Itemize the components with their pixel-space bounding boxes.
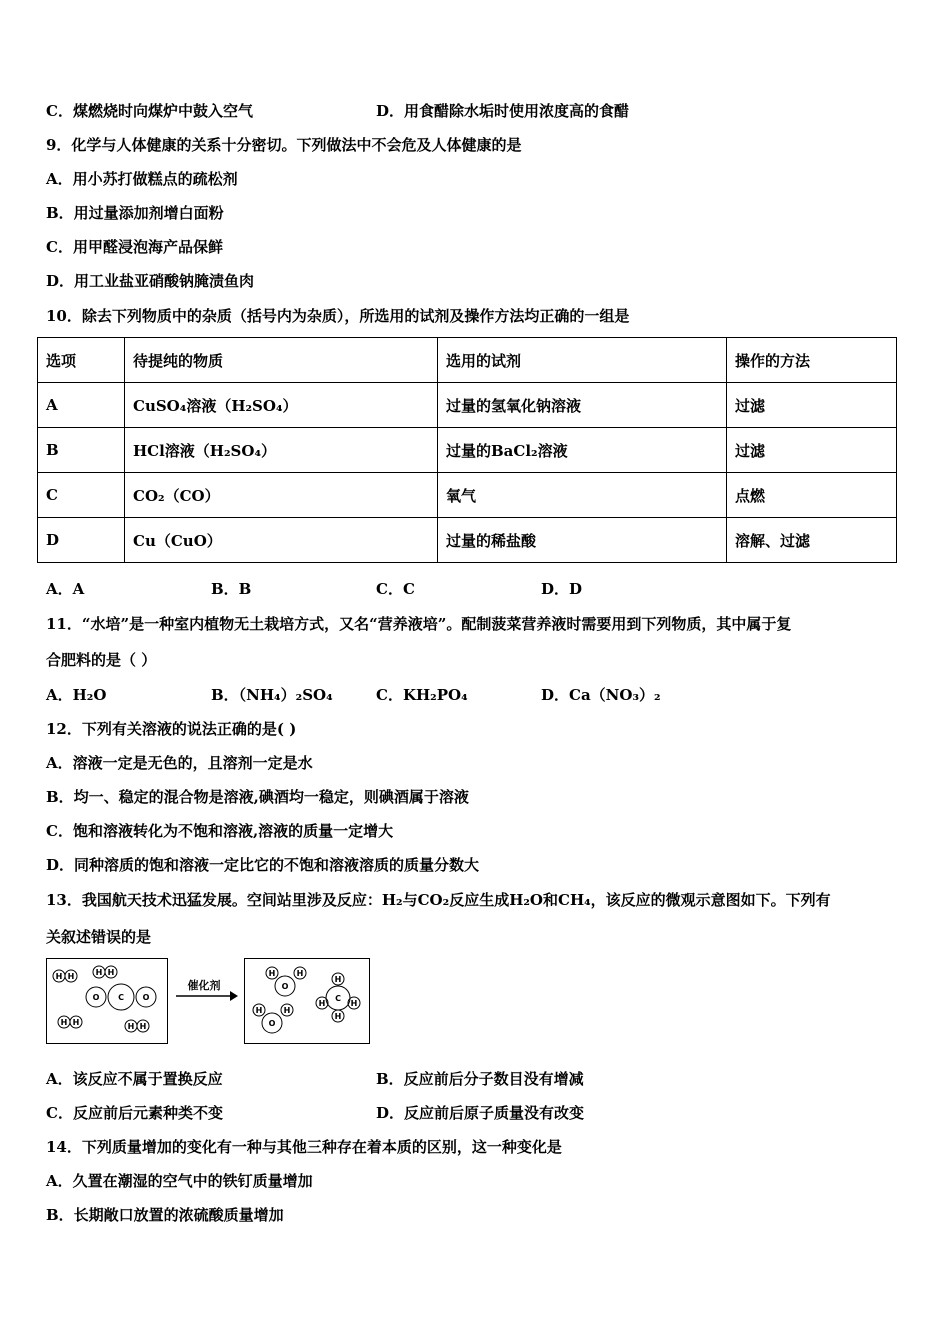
method-cell: 点燃 xyxy=(727,473,897,518)
q14-option-a: A．久置在潮湿的空气中的铁钉质量增加 xyxy=(46,1172,313,1190)
atom-label: H xyxy=(127,1022,135,1031)
reagent-cell: 过量的BaCl₂溶液 xyxy=(438,428,727,473)
atom-label: H xyxy=(334,1012,342,1021)
q11-option-d: D．Ca（NO₃）₂ xyxy=(541,686,661,704)
header-cell: 选用的试剂 xyxy=(438,338,727,383)
q11-option-a: A．H₂O xyxy=(46,686,107,704)
atom-label: C xyxy=(118,993,124,1002)
q12-stem: 12．下列有关溶液的说法正确的是( ) xyxy=(46,720,297,738)
q10-option-c: C．C xyxy=(376,580,415,598)
atom-label: O xyxy=(92,993,100,1002)
q11-option-b: B．（NH₄）₂SO₄ xyxy=(211,686,333,704)
substance-cell: CO₂（CO） xyxy=(125,473,438,518)
table-row xyxy=(38,518,897,563)
atom-label: C xyxy=(335,994,341,1003)
atom-label: H xyxy=(318,999,326,1008)
atom-label: H xyxy=(72,1018,80,1027)
atom-label: H xyxy=(139,1022,147,1031)
substance-cell: Cu（CuO） xyxy=(125,518,438,563)
option-cell: B xyxy=(38,428,125,473)
atom-label: H xyxy=(107,968,115,977)
atom-label: O xyxy=(142,993,150,1002)
method-cell: 溶解、过滤 xyxy=(727,518,897,563)
q13-option-c: C．反应前后元素种类不变 xyxy=(46,1104,223,1122)
substance-cell: HCl溶液（H₂SO₄） xyxy=(125,428,438,473)
q10-option-d: D．D xyxy=(541,580,583,598)
q9-option-b: B．用过量添加剂增白面粉 xyxy=(46,204,224,222)
q8-option-c: C．煤燃烧时向煤炉中鼓入空气 xyxy=(46,102,253,120)
method-cell: 过滤 xyxy=(727,383,897,428)
option-cell: C xyxy=(38,473,125,518)
atom-label: H xyxy=(95,968,103,977)
atom-label: H xyxy=(283,1006,291,1015)
q9-option-a: A．用小苏打做糕点的疏松剂 xyxy=(46,170,238,188)
atom-label: O xyxy=(268,1019,276,1028)
q11-stem-line1: 11．“水培”是一种室内植物无土栽培方式，又名“营养液培”。配制菠菜营养液时需要用到下列物质，其中属于复 xyxy=(46,615,792,633)
atom-label: H xyxy=(350,999,358,1008)
catalyst-label: 催化剂 xyxy=(187,979,221,992)
atom-label: H xyxy=(55,972,63,981)
arrow-head xyxy=(230,991,238,1001)
atom-label: H xyxy=(334,975,342,984)
header-cell: 待提纯的物质 xyxy=(125,338,438,383)
q14-stem: 14．下列质量增加的变化有一种与其他三种存在着本质的区别，这一种变化是 xyxy=(46,1138,562,1156)
q9-option-d: D．用工业盐亚硝酸钠腌渍鱼肉 xyxy=(46,272,255,290)
atom-label: H xyxy=(296,969,304,978)
products-diagram xyxy=(244,958,370,1044)
q11-option-c: C．KH₂PO₄ xyxy=(376,686,468,704)
q10-table xyxy=(37,337,897,563)
reactants-diagram xyxy=(46,958,168,1044)
header-cell: 操作的方法 xyxy=(727,338,897,383)
q12-option-c: C．饱和溶液转化为不饱和溶液,溶液的质量一定增大 xyxy=(46,822,394,840)
header-cell: 选项 xyxy=(38,338,125,383)
reagent-cell: 过量的稀盐酸 xyxy=(438,518,727,563)
reagent-cell: 过量的氢氧化钠溶液 xyxy=(438,383,727,428)
table-row xyxy=(38,428,897,473)
substance-cell: CuSO₄溶液（H₂SO₄） xyxy=(125,383,438,428)
q13-stem-line2: 关叙述错误的是 xyxy=(46,928,152,946)
q14-option-b: B．长期敞口放置的浓硫酸质量增加 xyxy=(46,1206,284,1224)
atom-label: H xyxy=(67,972,75,981)
reaction-arrow xyxy=(172,975,240,1007)
q12-option-d: D．同种溶质的饱和溶液一定比它的不饱和溶液溶质的质量分数大 xyxy=(46,856,480,874)
table-row xyxy=(38,473,897,518)
q9-option-c: C．用甲醛浸泡海产品保鲜 xyxy=(46,238,223,256)
table-row xyxy=(38,383,897,428)
q10-stem: 10．除去下列物质中的杂质（括号内为杂质），所选用的试剂及操作方法均正确的一组是 xyxy=(46,307,630,325)
q8-option-d: D．用食醋除水垢时使用浓度高的食醋 xyxy=(376,102,630,120)
option-cell: D xyxy=(38,518,125,563)
q10-option-b: B．B xyxy=(211,580,252,598)
q13-option-a: A．该反应不属于置换反应 xyxy=(46,1070,223,1088)
q9-stem: 9．化学与人体健康的关系十分密切。下列做法中不会危及人体健康的是 xyxy=(46,136,522,154)
q13-stem-line1: 13．我国航天技术迅猛发展。空间站里涉及反应：H₂与CO₂反应生成H₂O和CH₄，该反应的微观示意图如下。下列有 xyxy=(46,891,831,909)
q13-option-d: D．反应前后原子质量没有改变 xyxy=(376,1104,585,1122)
reactants-molecules-svg xyxy=(47,959,167,1043)
atom-label: H xyxy=(268,969,276,978)
atom-label: H xyxy=(255,1006,263,1015)
option-cell: A xyxy=(38,383,125,428)
q13-option-b: B．反应前后分子数目没有增减 xyxy=(376,1070,584,1088)
table-header-row xyxy=(38,338,897,383)
method-cell: 过滤 xyxy=(727,428,897,473)
q10-option-a: A．A xyxy=(46,580,85,598)
atom-label: H xyxy=(60,1018,68,1027)
atom-label: O xyxy=(281,982,289,991)
q12-option-b: B．均一、稳定的混合物是溶液,碘酒均一稳定，则碘酒属于溶液 xyxy=(46,788,469,806)
products-molecules-svg xyxy=(245,959,369,1043)
q12-option-a: A．溶液一定是无色的，且溶剂一定是水 xyxy=(46,754,313,772)
q11-stem-line2: 合肥料的是（ ） xyxy=(46,651,157,669)
reagent-cell: 氧气 xyxy=(438,473,727,518)
